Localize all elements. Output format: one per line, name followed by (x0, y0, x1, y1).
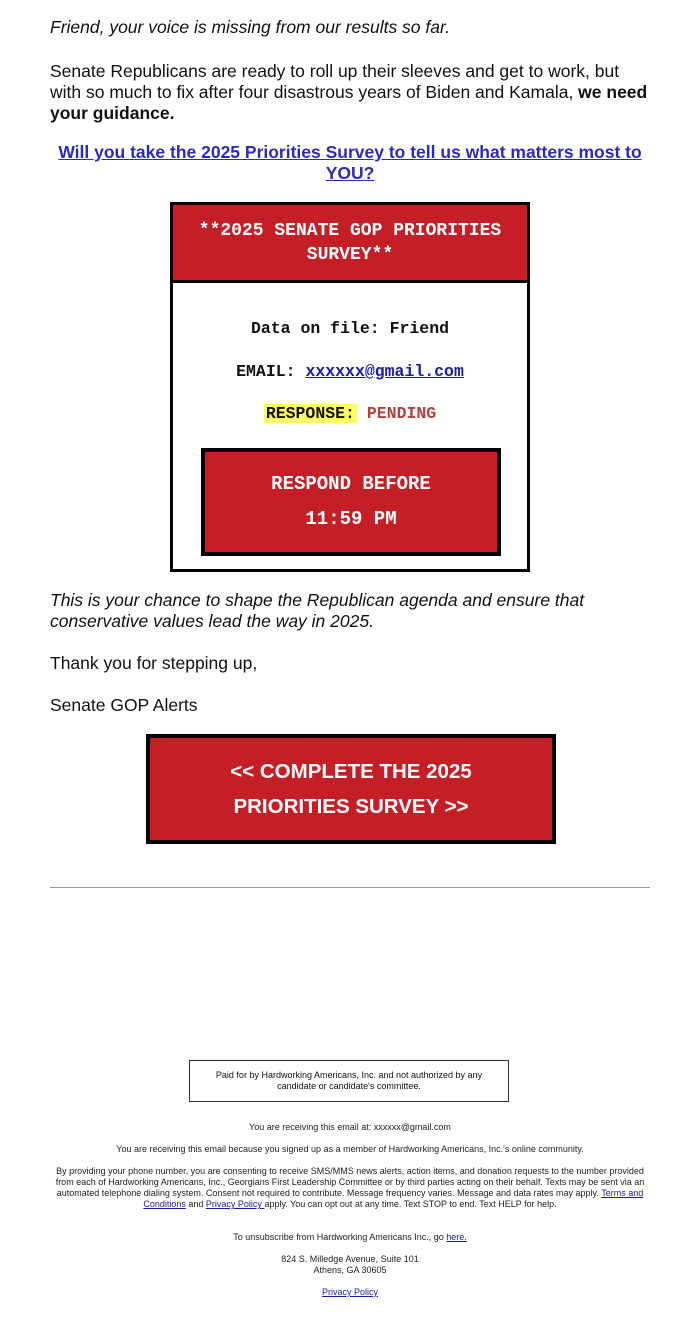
thanks-text: Thank you for stepping up, (50, 653, 258, 673)
unsubscribe-link[interactable]: here. (446, 1232, 467, 1242)
sms-consent-text (50, 1166, 650, 1210)
complete-survey-button[interactable] (146, 734, 556, 844)
privacy-policy-footer (50, 1287, 650, 1298)
sms-and: and (185, 1199, 206, 1209)
sms-text-2: apply. You can opt out at any time. Text STOP to end. Text HELP for help. (264, 1199, 557, 1209)
response-row (173, 404, 527, 423)
divider (50, 887, 650, 888)
agenda-paragraph: This is your chance to shape the Republican agenda and ensure that conservative values lead the way in 2025. (50, 590, 585, 631)
greeting-text: Friend, your voice is missing from our results so far. (50, 17, 451, 37)
email-link[interactable]: xxxxxx@gmail.com (305, 362, 464, 381)
address-line-1: 824 S. Milledge Avenue, Suite 101 (281, 1254, 419, 1264)
privacy-policy-link[interactable]: Privacy Policy (321, 1287, 378, 1297)
sms-text-1: By providing your phone number, you are consenting to receive SMS/MMS news alerts, action items, and donation requests to the number provided from each of Hardworking Americans, Inc., Georgians First Leadership Committee or by third parties acting on their behalf. Texts may be sent via an automated telephone dialing system. Consent not required to contribute. Message frequency varies. Message and data rates may apply. (55, 1166, 645, 1198)
survey-card[interactable] (170, 202, 530, 572)
address (50, 1254, 650, 1276)
data-on-file: Data on file: Friend (250, 319, 450, 338)
intro-text: Senate Republicans are ready to roll up their sleeves and get to work, but with so much to fix after four disastrous years of Biden and Kamala, (50, 61, 620, 102)
terms-link[interactable]: Terms and Conditions (143, 1188, 644, 1209)
complete-survey-line-2: PRIORITIES SURVEY >> (233, 795, 469, 818)
intro-bold-text: we need your guidance. (50, 82, 648, 123)
intro-paragraph (50, 61, 650, 124)
survey-link[interactable]: Will you take the 2025 Priorities Survey to tell us what matters most to YOU? (58, 142, 642, 183)
unsubscribe-label: To unsubscribe from Hardworking Americans Inc., go (233, 1232, 447, 1242)
email-label: EMAIL: (236, 362, 296, 381)
unsubscribe-text (50, 1232, 650, 1243)
respond-line-2: 11:59 PM (305, 508, 397, 530)
signature: Senate GOP Alerts (50, 695, 198, 715)
survey-card-header: **2025 SENATE GOP PRIORITIES SURVEY** (173, 205, 527, 283)
respond-before-button[interactable] (201, 448, 501, 556)
response-label: RESPONSE: (265, 404, 355, 423)
address-line-2: Athens, GA 30605 (313, 1265, 387, 1275)
receiving-at-text: You are receiving this email at: xxxxxx@gmail.com (249, 1122, 451, 1132)
paid-for-disclaimer: Paid for by Hardworking Americans, Inc. and not authorized by any candidate or candidate's committee. (189, 1060, 509, 1102)
email-row (173, 362, 527, 381)
signup-reason-text: You are receiving this email because you signed up as a member of Hardworking Americans, Inc.'s online community. (116, 1144, 584, 1154)
respond-line-1: RESPOND BEFORE (271, 473, 431, 495)
response-status: PENDING (366, 404, 437, 423)
privacy-link-inline[interactable]: Privacy Policy (205, 1199, 265, 1209)
complete-survey-line-1: << COMPLETE THE 2025 (230, 760, 472, 783)
